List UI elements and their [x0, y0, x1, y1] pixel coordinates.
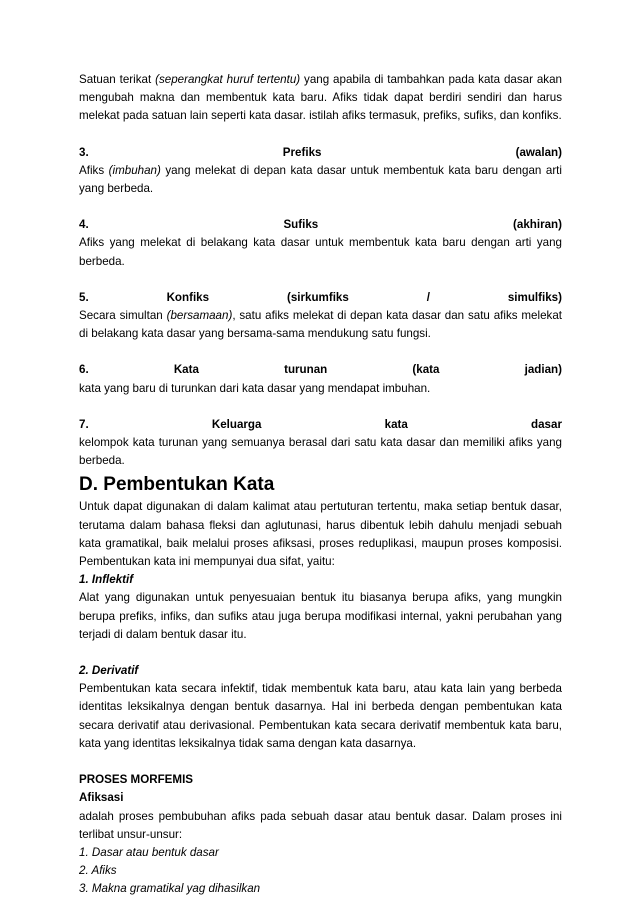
- list-item: 3. Makna gramatikal yag dihasilkan: [79, 882, 261, 896]
- list-item: 2. Afiks: [79, 864, 117, 878]
- konfiks-text: Secara simultan (bersamaan), satu afiks melekat di depan kata dasar dan satu afiks melekat di belakang kata dasar yang bersama-sama mendukung satu fungsi.: [79, 309, 562, 341]
- list-item: 1. Dasar atau bentuk dasar: [79, 845, 219, 859]
- afiksasi-text: adalah proses pembubuhan afiks pada sebuah dasar atau bentuk dasar. Dalam proses ini terlibat unsur-unsur:: [79, 809, 562, 841]
- section-d-intro: Untuk dapat digunakan di dalam kalimat atau pertuturan tertentu, maka setiap bentuk dasar, terutama dalam bahasa fleksi dan aglutunasi, harus dibentuk lebih dahulu menjadi sebuah kata gramatikal, baik melalui proses afiksasi, proses reduplikasi, maupun proses komposisi. Pembentukan kata ini mempunyai dua sifat, yaitu:: [79, 500, 562, 569]
- inflektif-text: Alat yang digunakan untuk penyesuaian bentuk itu biasanya berupa afiks, yang mungkin berupa prefiks, infiks, dan sufiks atau juga berupa modifikasi internal, yakni perubahan yang terjadi di dalam bentuk dasar itu.: [79, 591, 562, 641]
- section-d-title: D. Pembentukan Kata: [79, 474, 275, 496]
- afiksasi-subtitle: Afiksasi: [79, 791, 124, 805]
- prefiks-text: Afiks (imbuhan) yang melekat di depan kata dasar untuk membentuk kata baru dengan arti yang berbeda.: [79, 163, 562, 196]
- kata-turunan-heading: 6. Kata turunan (kata jadian): [79, 363, 562, 377]
- intro-italic: (seperangkat huruf tertentu): [155, 73, 301, 86]
- proses-title: PROSES MORFEMIS: [79, 773, 194, 787]
- inflektif-title: 1. Inflektif: [79, 573, 134, 587]
- prefiks-heading: 3. Prefiks (awalan): [79, 145, 562, 159]
- keluarga-text: kelompok kata turunan yang semuanya berasal dari satu kata dasar dan memiliki afiks yang berbeda.: [79, 436, 562, 468]
- keluarga-heading: 7. Keluarga kata dasar: [79, 417, 562, 431]
- intro-paragraph: Satuan terikat (seperangkat huruf tertentu) yang apabila di tambahkan pada kata dasar akan mengubah makna dan membentuk kata baru. Afiks tidak dapat berdiri sendiri dan harus melekat pada satuan lain seperti kata dasar. istilah afiks termasuk, prefiks, sufiks, dan konfiks.: [79, 73, 562, 123]
- kata-turunan-text: kata yang baru di turunkan dari kata dasar yang mendapat imbuhan.: [79, 381, 431, 395]
- sufiks-text: Afiks yang melekat di belakang kata dasar untuk membentuk kata baru dengan arti yang berbeda.: [79, 236, 562, 268]
- derivatif-text: Pembentukan kata secara infektif, tidak membentuk kata baru, atau kata lain yang berbeda identitas leksikalnya dengan bentuk dasarnya. Hal ini berbeda dengan pembentukan kata secara derivatif atau derivasional. Pembentukan kata secara derivatif membentuk kata baru, kata yang identitas leksikalnya tidak sama dengan kata dasarnya.: [79, 682, 562, 750]
- derivatif-title: 2. Derivatif: [79, 664, 139, 678]
- konfiks-heading: 5. Konfiks (sirkumfiks / simulfiks): [79, 290, 562, 304]
- document-body: [79, 71, 562, 899]
- sufiks-heading: 4. Sufiks (akhiran): [79, 218, 562, 232]
